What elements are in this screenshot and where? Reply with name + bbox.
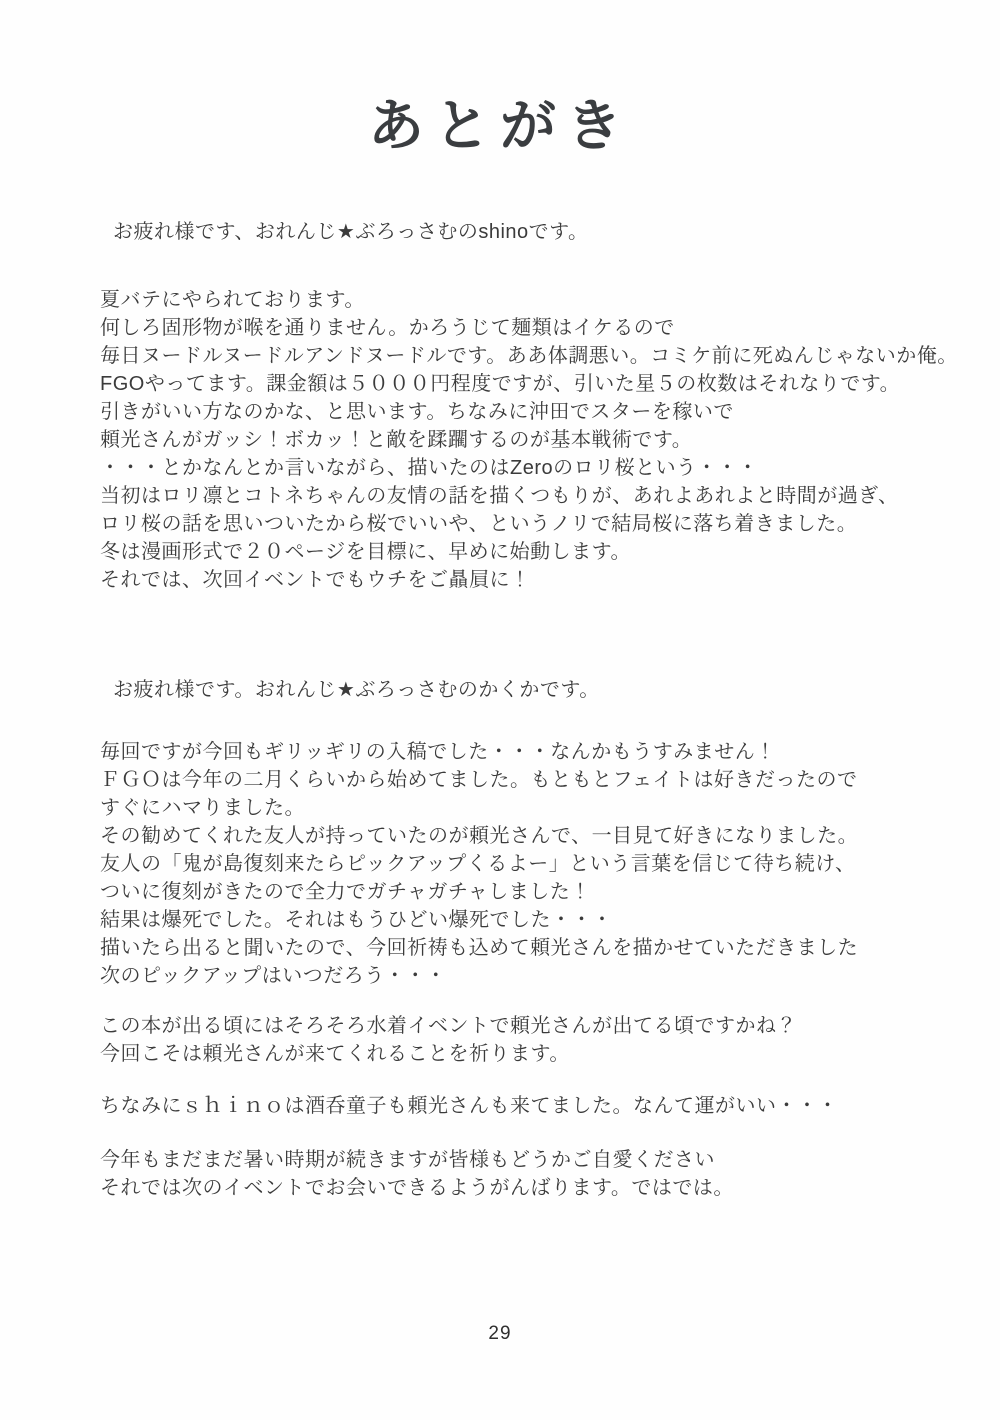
text-line: 頼光さんがガッシ！ボカッ！と敵を蹂躙するのが基本戦術です。 <box>100 429 693 451</box>
text-line: 毎回ですが今回もギリッギリの入稿でした・・・なんかもうすみません！ <box>100 741 776 763</box>
text-line: 友人の「鬼が島復刻来たらピックアップくるよー」という言葉を信じて待ち続け、 <box>100 853 856 875</box>
text-line: 何しろ固形物が喉を通りません。かろうじて麺類はイケるので <box>100 317 675 339</box>
paragraph-greeting-shino <box>100 218 960 246</box>
text-line: 冬は漫画形式で２０ページを目標に、早めに始動します。 <box>100 541 631 563</box>
paragraph-shino-body <box>100 286 960 594</box>
text-line: ついに復刻がきたので全力でガチャガチャしました！ <box>100 881 591 903</box>
text-line: 結果は爆死でした。それはもうひどい爆死でした・・・ <box>100 909 613 931</box>
paragraph-closing <box>100 1146 960 1202</box>
text-line: 描いたら出ると聞いたので、今回祈祷も込めて頼光さんを描かせていただきました <box>100 937 859 959</box>
paragraph-kakuka-body <box>100 738 960 990</box>
text-line: 毎日ヌードルヌードルアンドヌードルです。ああ体調悪い。コミケ前に死ぬんじゃないか俺。 <box>100 345 958 367</box>
text-line: すぐにハマりました。 <box>100 797 305 819</box>
text-line: ＦＧＯは今年の二月くらいから始めてました。もともとフェイトは好きだったので <box>100 769 858 791</box>
afterword-text <box>0 218 1000 1202</box>
paragraph-kakuka-swimsuit <box>100 1012 960 1068</box>
text-line: 夏バテにやられております。 <box>100 289 365 311</box>
text-line: 今年もまだまだ暑い時期が続きますが皆様もどうかご自愛ください <box>100 1149 715 1171</box>
text-line: この本が出る頃にはそろそろ水着イベントで頼光さんが出てる頃ですかね？ <box>100 1015 797 1037</box>
text-line: その勧めてくれた友人が持っていたのが頼光さんで、一目見て好きになりました。 <box>100 825 859 847</box>
text-line: FGOやってます。課金額は５０００円程度ですが、引いた星５の枚数はそれなりです。 <box>100 373 901 395</box>
text-line: ・・・とかなんとか言いながら、描いたのはZeroのロリ桜という・・・ <box>100 457 759 479</box>
text-line: ロリ桜の話を思いついたから桜でいいや、というノリで結局桜に落ち着きました。 <box>100 513 858 535</box>
text-line: 次のピックアップはいつだろう・・・ <box>100 965 447 987</box>
paragraph-greeting-kakuka <box>100 676 960 704</box>
text-line: それでは次のイベントでお会いできるようがんばります。ではでは。 <box>100 1177 734 1199</box>
text-line: お疲れ様です、おれんじ★ぶろっさむのshinoです。 <box>113 221 589 243</box>
text-line: 当初はロリ凛とコトネちゃんの友情の話を描くつもりが、あれよあれよと時間が過ぎ、 <box>100 485 899 507</box>
text-line: 引きがいい方なのかな、と思います。ちなみに沖田でスターを稼いで <box>100 401 734 423</box>
page-title: あとがき <box>368 96 632 158</box>
text-line: お疲れ様です。おれんじ★ぶろっさむのかくかです。 <box>113 679 600 701</box>
text-line: それでは、次回イベントでもウチをご贔屓に！ <box>100 569 531 591</box>
text-line: ちなみにｓｈｉｎｏは酒呑童子も頼光さんも来てました。なんて運がいい・・・ <box>100 1095 838 1117</box>
paragraph-shino-luck <box>100 1092 960 1120</box>
text-line: 今回こそは頼光さんが来てくれることを祈ります。 <box>100 1043 570 1065</box>
page-number: 29 <box>488 1323 512 1344</box>
